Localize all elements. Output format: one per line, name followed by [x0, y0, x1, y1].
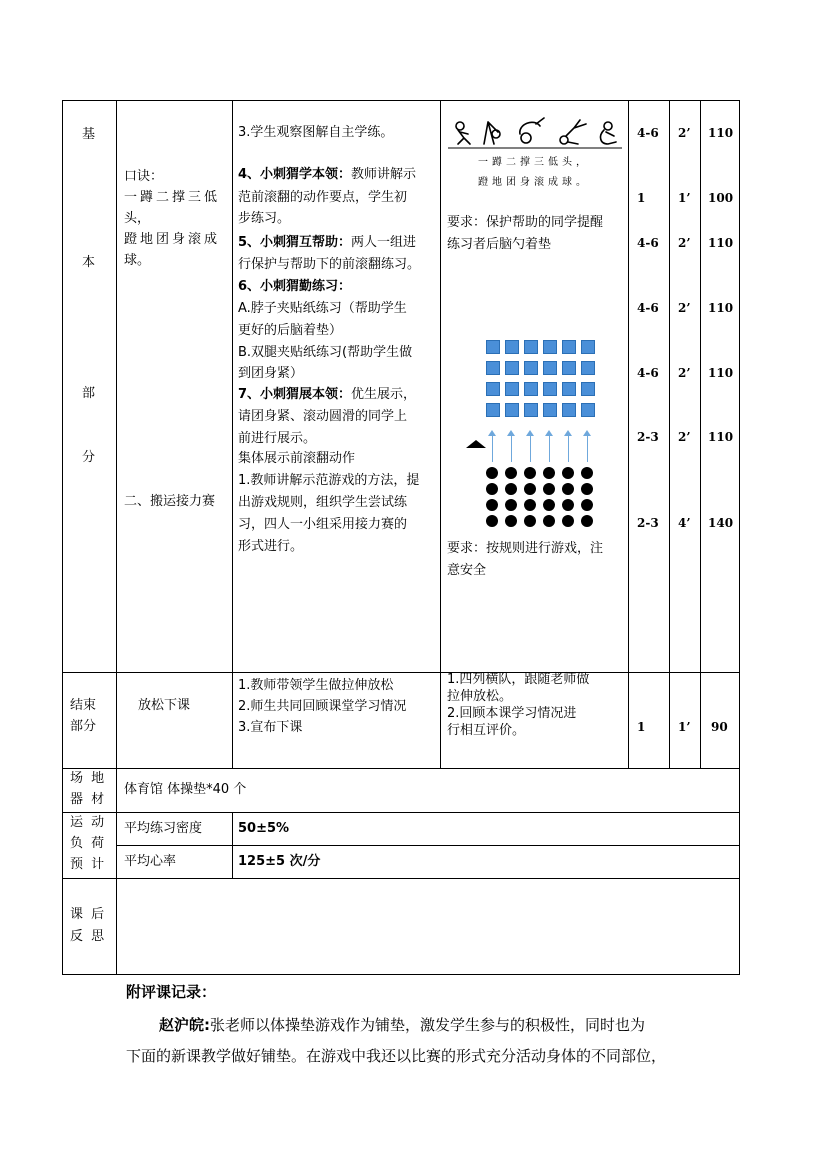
row-minutes: 1’ — [678, 191, 691, 205]
mat-square — [524, 403, 538, 417]
row-minutes: 4’ — [678, 516, 691, 530]
mat-square — [562, 403, 576, 417]
student-dot — [543, 467, 555, 479]
student-dot — [524, 499, 536, 511]
arrow-up-icon — [568, 434, 569, 462]
student-dot — [524, 483, 536, 495]
mat-square — [581, 361, 595, 375]
student-dot — [486, 483, 498, 495]
student-dot — [505, 499, 517, 511]
triangle-marker-icon — [466, 440, 486, 448]
forward-roll-illustration — [448, 114, 622, 150]
mat-square — [543, 403, 557, 417]
student-dot — [562, 483, 574, 495]
row-times: 4-6 — [637, 366, 659, 380]
student-dot — [486, 467, 498, 479]
row-times: 4-6 — [637, 126, 659, 140]
row-times: 2-3 — [637, 430, 659, 444]
mat-square — [505, 403, 519, 417]
mat-square — [486, 382, 500, 396]
arrow-up-icon — [549, 434, 550, 462]
arrow-head-icon — [526, 430, 534, 436]
row-heart-rate: 110 — [708, 236, 734, 250]
mat-square — [581, 382, 595, 396]
student-dot — [505, 467, 517, 479]
student-dot — [581, 467, 593, 479]
row-minutes: 2’ — [678, 366, 691, 380]
row-heart-rate: 110 — [708, 126, 734, 140]
row-heart-rate: 110 — [708, 430, 734, 444]
row-heart-rate: 100 — [708, 191, 734, 205]
arrow-head-icon — [583, 430, 591, 436]
student-dot — [505, 515, 517, 527]
student-dot — [524, 467, 536, 479]
student-dot — [562, 515, 574, 527]
mat-square — [524, 361, 538, 375]
student-dot — [505, 483, 517, 495]
arrow-head-icon — [507, 430, 515, 436]
student-dot — [581, 483, 593, 495]
mat-square — [505, 340, 519, 354]
mat-square — [543, 340, 557, 354]
row-times: 4-6 — [637, 236, 659, 250]
mat-square — [486, 361, 500, 375]
student-dot — [524, 515, 536, 527]
student-dot — [543, 499, 555, 511]
row-minutes: 2’ — [678, 301, 691, 315]
row-heart-rate: 140 — [708, 516, 734, 530]
student-dot — [581, 515, 593, 527]
arrow-up-icon — [530, 434, 531, 462]
mat-square — [486, 403, 500, 417]
row-minutes: 2’ — [678, 430, 691, 444]
row-times: 1 — [637, 191, 646, 205]
mat-square — [581, 340, 595, 354]
arrow-up-icon — [587, 434, 588, 462]
student-dot — [543, 515, 555, 527]
arrow-head-icon — [545, 430, 553, 436]
row-minutes: 2’ — [678, 126, 691, 140]
mat-square — [562, 361, 576, 375]
mat-square — [562, 382, 576, 396]
row-minutes: 2’ — [678, 236, 691, 250]
student-dot — [543, 483, 555, 495]
row-heart-rate: 110 — [708, 366, 734, 380]
row-times: 2-3 — [637, 516, 659, 530]
row-heart-rate: 110 — [708, 301, 734, 315]
mat-square — [505, 361, 519, 375]
mat-square — [581, 403, 595, 417]
mat-square — [505, 382, 519, 396]
student-dot — [562, 499, 574, 511]
arrow-up-icon — [511, 434, 512, 462]
row-times: 4-6 — [637, 301, 659, 315]
arrow-up-icon — [492, 434, 493, 462]
mat-square — [562, 340, 576, 354]
mat-square — [486, 340, 500, 354]
student-dot — [562, 467, 574, 479]
student-dot — [486, 515, 498, 527]
arrow-head-icon — [488, 430, 496, 436]
student-dot — [581, 499, 593, 511]
arrow-head-icon — [564, 430, 572, 436]
mat-square — [543, 361, 557, 375]
mat-square — [524, 382, 538, 396]
student-dot — [486, 499, 498, 511]
mat-square — [524, 340, 538, 354]
mat-square — [543, 382, 557, 396]
